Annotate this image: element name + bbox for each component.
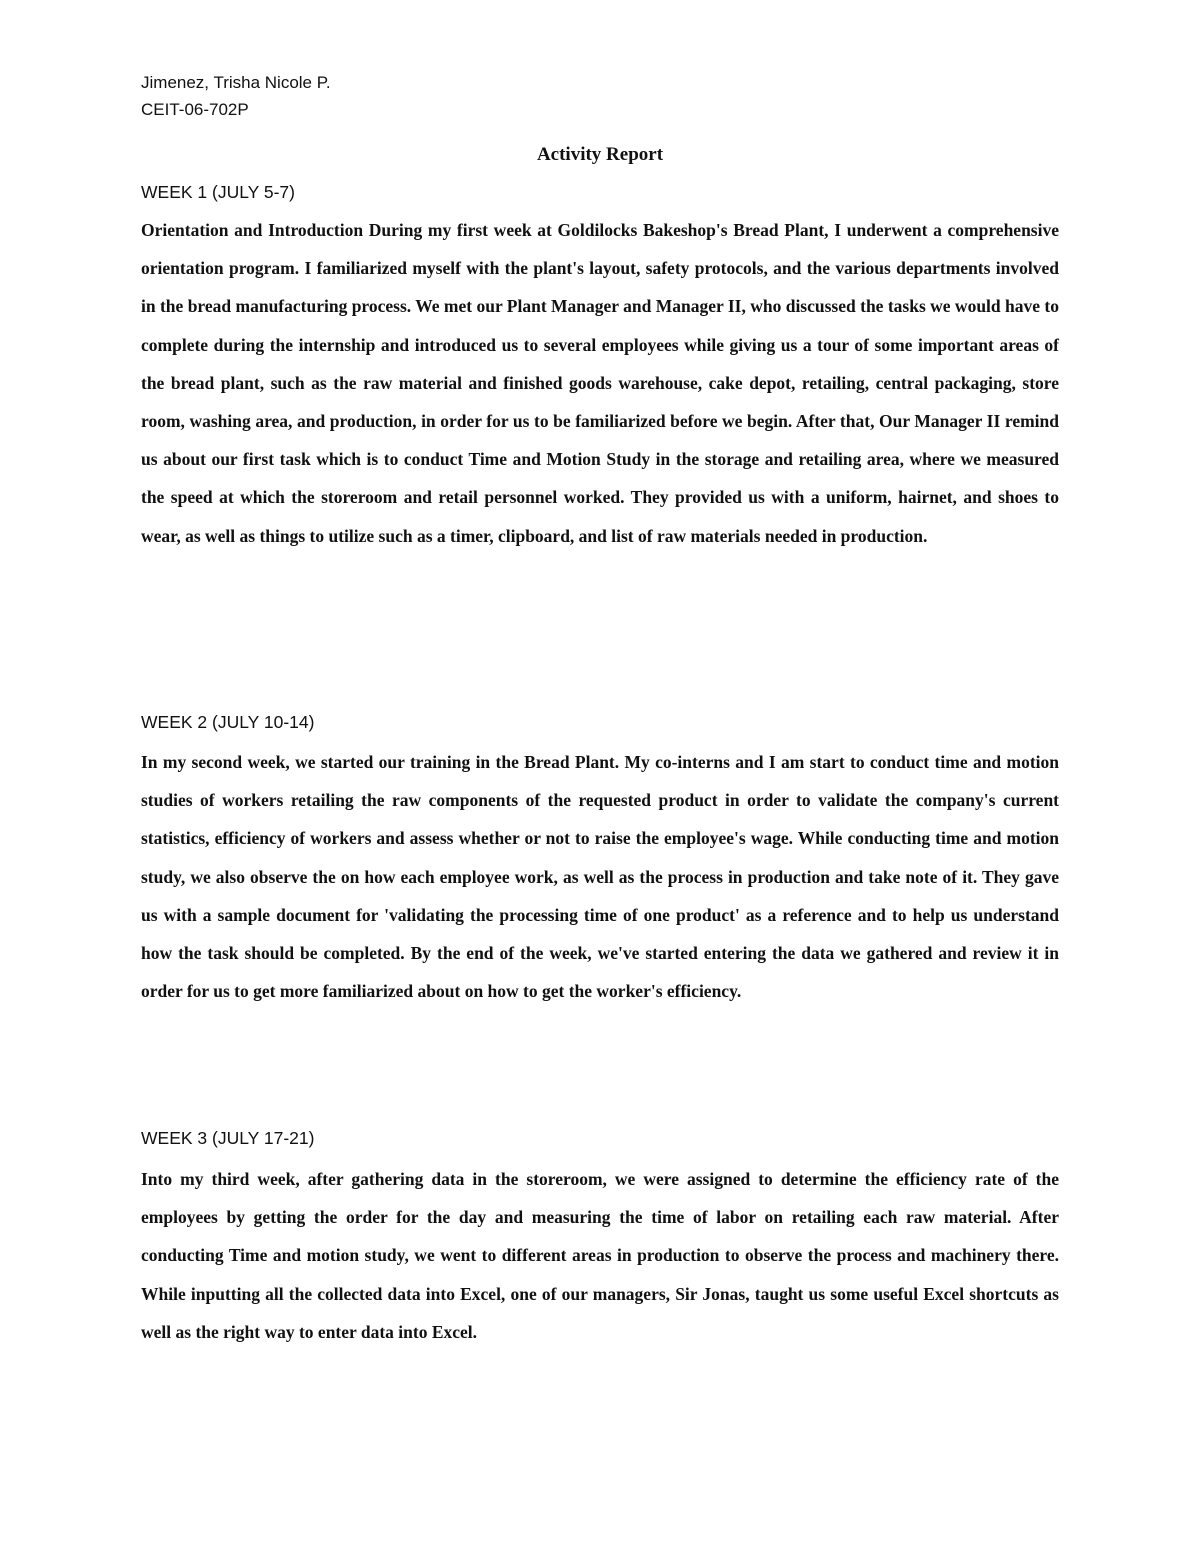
week-1-heading: WEEK 1 (JULY 5-7) [141, 182, 295, 202]
week-3-paragraph: Into my third week, after gathering data in the storeroom, we were assigned to determine the efficiency rate of the employees by getting the order for the day and measuring the time of labor on retailing each raw material. After conducting Time and motion study, we went to different areas in production to observe the process and machinery there. While inputting all the collected data into Excel, one of our managers, Sir Jonas, taught us some useful Excel shortcuts as well as the right way to enter data into Excel. [141, 1169, 1059, 1342]
report-title: Activity Report [536, 144, 664, 165]
week-3-heading: WEEK 3 (JULY 17-21) [141, 1128, 315, 1148]
week-2-heading: WEEK 2 (JULY 10-14) [141, 712, 315, 732]
author-section: CEIT-06-702P [141, 100, 249, 119]
week-2-paragraph: In my second week, we started our training in the Bread Plant. My co-interns and I am start to conduct time and motion studies of workers retailing the raw components of the requested product in order to validate the company's current statistics, efficiency of workers and assess whether or not to raise the employee's wage. While conducting time and motion study, we also observe the on how each employee work, as well as the process in production and take note of it. They gave us with a sample document for 'validating the processing time of one product' as a reference and to help us understand how the task should be completed. By the end of the week, we've started entering the data we gathered and review it in order for us to get more familiarized about on how to get the worker's efficiency. [141, 752, 1059, 1002]
author-name: Jimenez, Trisha Nicole P. [141, 73, 331, 92]
week-1-paragraph: Orientation and Introduction During my first week at Goldilocks Bakeshop's Bread Plant, I underwent a comprehensive orientation program. I familiarized myself with the plant's layout, safety protocols, and the various departments involved in the bread manufacturing process. We met our Plant Manager and Manager II, who discussed the tasks we would have to complete during the internship and introduced us to several employees while giving us a tour of some important areas of the bread plant, such as the raw material and finished goods warehouse, cake depot, retailing, central packaging, store room, washing area, and production, in order for us to be familiarized before we begin. After that, Our Manager II remind us about our first task which is to conduct Time and Motion Study in the storage and retailing area, where we measured the speed at which the storeroom and retail personnel worked. They provided us with a uniform, hairnet, and shoes to wear, as well as things to utilize such as a timer, clipboard, and list of raw materials needed in production. [141, 220, 1059, 546]
